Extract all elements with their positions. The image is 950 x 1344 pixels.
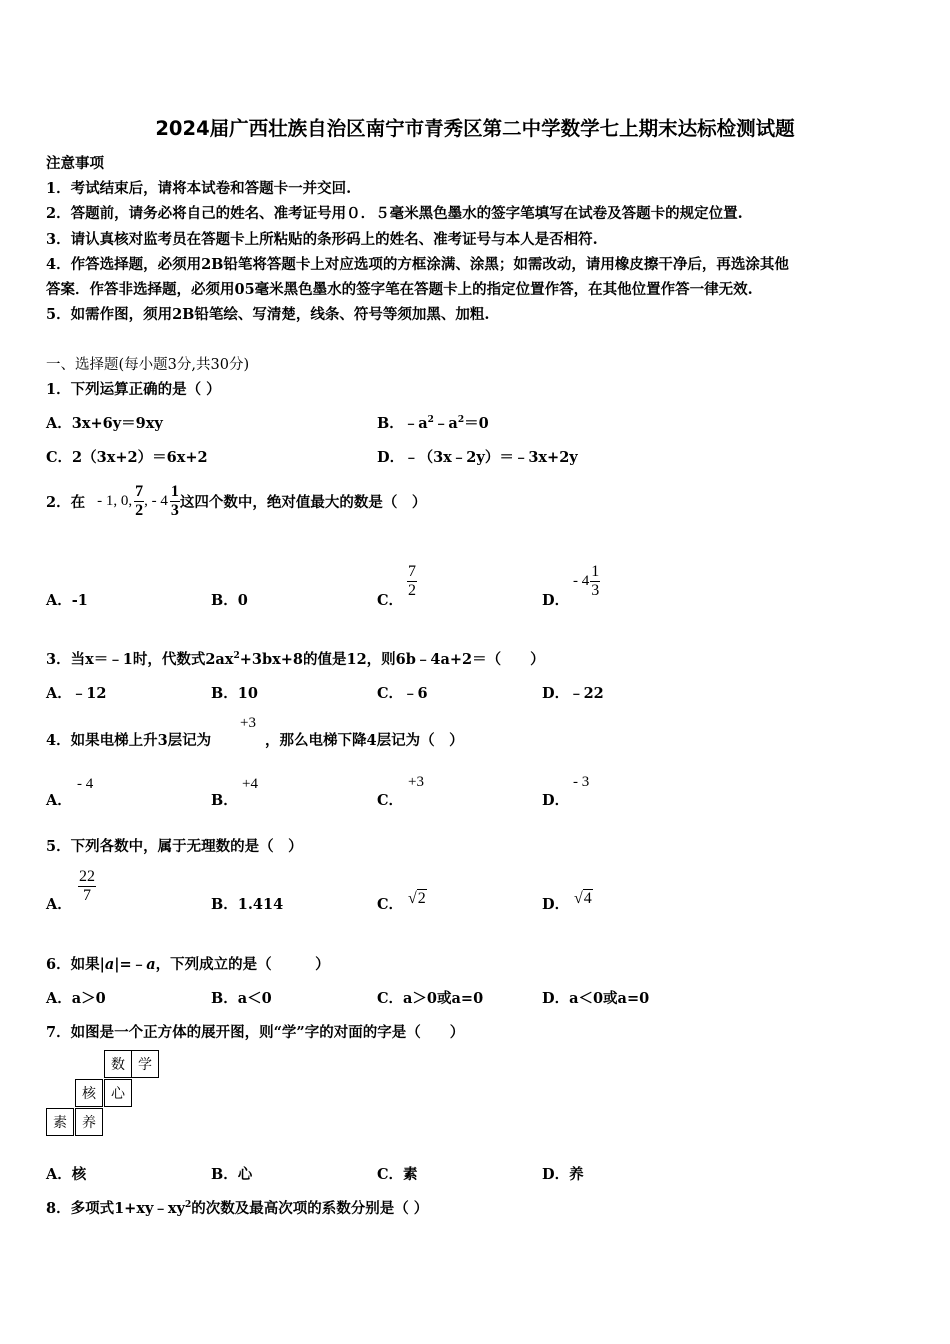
q3-option-a: A．﹣12	[46, 685, 107, 702]
q6-option-b: B．a＜0	[211, 990, 272, 1007]
q7-stem: 7．如图是一个正方体的展开图，则“学”字的对面的字是（ ）	[46, 1024, 465, 1041]
notice-line-5: 答案．作答非选择题，必须用05毫米黑色墨水的签字笔在答题卡上的指定位置作答，在其他位置作答一律无效.	[46, 281, 753, 298]
q2-option-c-fraction: $\frac{7}{2}$	[408, 563, 416, 599]
q7-option-c: C．素	[377, 1166, 418, 1183]
q5-option-c-sqrt: √2	[408, 890, 426, 907]
q6-option-a: A．a＞0	[46, 990, 106, 1007]
q4-option-c-label: C．	[377, 792, 404, 809]
notice-line-4: 4．作答选择题，必须用2B铅笔将答题卡上对应选项的方框涂满、涂黑；如需改动，请用橡皮擦干净后，再选涂其他	[46, 256, 789, 273]
q7-option-b: B．心	[211, 1166, 253, 1183]
q2-stem: 2．在 - 1, 0, $\frac{7}{2}$ , - 4 $\frac{1}{3}$ 这四个数中，绝对值最大的数是（ ）	[46, 482, 427, 519]
q5-option-d-label: D．	[542, 896, 570, 913]
cube-net-cell: 心	[104, 1079, 132, 1107]
q2-option-a: A．-1	[46, 592, 88, 609]
q1-option-b: B．$﹣a^2﹣a^2=0$	[377, 415, 489, 432]
notice-heading: 注意事项	[46, 155, 104, 172]
cube-net-cell: 学	[131, 1050, 159, 1078]
q3-stem: 3．当x＝﹣1时，代数式$2ax^2+3bx+8$的值是12，则6b﹣4a+2＝（ ）	[46, 651, 545, 668]
q2-option-b: B．0	[211, 592, 248, 609]
q2-option-d-label: D．	[542, 592, 570, 609]
q4-option-d-label: D．	[542, 792, 570, 809]
q4-stem-post: ，那么电梯下降4层记为（ ）	[265, 732, 464, 749]
page-title: 2024届广西壮族自治区南宁市青秀区第二中学数学七上期末达标检测试题	[155, 117, 795, 140]
q1-stem: 1．下列运算正确的是（ ）	[46, 381, 221, 398]
q4-option-a-label: A．	[46, 792, 72, 809]
q7-option-d: D．养	[542, 1166, 584, 1183]
q1-option-c: C．2（3x+2）＝6x+2	[46, 449, 208, 466]
q5-option-b: B．1.414	[211, 896, 284, 913]
q5-option-a-fraction: $\frac{22}{7}$	[79, 868, 95, 904]
notice-line-3: 3．请认真核对监考员在答题卡上所粘贴的条形码上的姓名、准考证号与本人是否相符.	[46, 231, 598, 248]
q2-option-d-mixed: - 4 $\frac{1}{3}$	[573, 563, 600, 599]
q3-option-b: B．10	[211, 685, 258, 702]
q5-option-c-label: C．	[377, 896, 404, 913]
notice-line-2: 2．答题前，请务必将自己的姓名、准考证号用０．５毫米黑色墨水的签字笔填写在试卷及答题卡的规定位置.	[46, 205, 743, 222]
q2-option-c-label: C．	[377, 592, 404, 609]
cube-net-cell: 核	[75, 1079, 103, 1107]
cube-net-cell: 养	[75, 1108, 103, 1136]
q1-option-d: D．﹣（3x﹣2y）＝﹣3x+2y	[377, 449, 578, 466]
q4-stem-pre: 4．如果电梯上升3层记为	[46, 732, 212, 749]
q8-stem: 8．多项式$1+xy﹣xy^2$的次数及最高次项的系数分别是（ ）	[46, 1200, 429, 1217]
q4-option-b-label: B．	[211, 792, 238, 809]
q4-option-c-value: +3	[408, 774, 424, 790]
q6-option-d: D．a＜0或a=0	[542, 990, 650, 1007]
notice-line-1: 1．考试结束后，请将本试卷和答题卡一并交回.	[46, 180, 352, 197]
q6-stem: 6．如果|a|=﹣a，下列成立的是（ ）	[46, 956, 330, 973]
q3-option-c: C．﹣6	[377, 685, 428, 702]
cube-net-cell: 数	[104, 1050, 132, 1078]
q1-option-a: A．3x+6y＝9xy	[46, 415, 163, 432]
q5-stem: 5．下列各数中，属于无理数的是（ ）	[46, 838, 303, 855]
q4-option-a-value: - 4	[77, 776, 94, 792]
q4-stem-mark: +3	[240, 715, 256, 731]
notice-line-6: 5．如需作图，须用2B铅笔绘、写清楚，线条、符号等须加黑、加粗.	[46, 306, 490, 323]
q5-option-d-sqrt: √4	[574, 890, 592, 907]
q4-option-b-value: +4	[242, 776, 258, 792]
q6-option-c: C．a＞0或a=0	[377, 990, 484, 1007]
q3-option-d: D．﹣22	[542, 685, 604, 702]
section-heading: 一、选择题(每小题3分,共30分)	[46, 357, 250, 373]
q5-option-a-label: A．	[46, 896, 72, 913]
q4-option-d-value: - 3	[573, 774, 590, 790]
cube-net-cell: 素	[46, 1108, 74, 1136]
q7-option-a: A．核	[46, 1166, 87, 1183]
